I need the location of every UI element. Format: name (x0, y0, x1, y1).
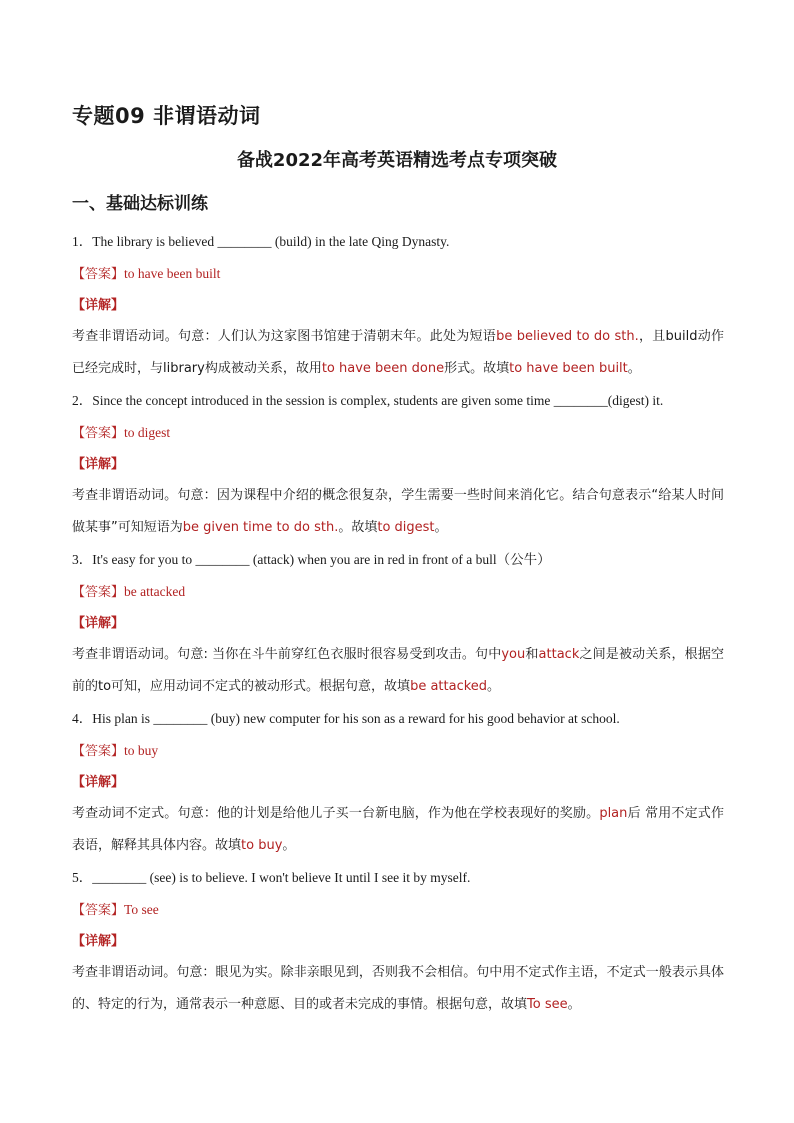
answer-value: to have been built (124, 265, 221, 281)
answer-tag: 【答案】 (72, 902, 125, 918)
answer-line (72, 576, 724, 608)
answer-tag: 【答案】 (72, 584, 125, 600)
detail-tag: 【详解】 (72, 615, 125, 631)
question-stem: 3．It's easy for you to ________ (attack) when you are in red in front of a bull（公牛） (72, 551, 551, 567)
answer-value: To see (124, 901, 159, 917)
question-4 (72, 703, 724, 862)
explanation: 考查动词不定式。句意：他的计划是给他儿子买一台新电脑，作为他在学校表现好的奖励。plan后 常用不定式作表语，解释其具体内容。故填to buy。 (72, 806, 724, 854)
explanation: 考查非谓语动词。句意：眼见为实。除非亲眼见到，否则我不会相信。句中用不定式作主语，不定式一般表示具体的、特定的行为，通常表示一种意愿、目的或者未完成的事情。根据句意，故填To see。 (72, 965, 724, 1013)
detail-tag: 【详解】 (72, 297, 125, 313)
question-2 (72, 385, 724, 544)
explanation: 考查非谓语动词。句意：人们认为这家图书馆建于清朝末年。此处为短语be believed to do sth.，且build动作已经完成时，与library构成被动关系，故用to have been done形式。故填to have been built。 (72, 329, 724, 377)
document-subtitle: 备战2022年高考英语精选考点专项突破 (236, 150, 558, 171)
answer-line (72, 894, 724, 926)
detail-tag: 【详解】 (72, 456, 125, 472)
question-list (72, 226, 724, 1021)
answer-value: be attacked (124, 583, 186, 599)
answer-value: to digest (124, 424, 171, 440)
question-stem: 1．The library is believed ________ (build) in the late Qing Dynasty. (72, 234, 450, 249)
question-stem: 4．His plan is ________ (buy) new computer for his son as a reward for his good behavior at school. (72, 710, 620, 726)
question-stem: 5．________ (see) is to believe. I won't believe It until I see it by myself. (72, 869, 471, 885)
answer-tag: 【答案】 (72, 266, 125, 282)
answer-tag: 【答案】 (72, 425, 125, 441)
question-1 (72, 226, 724, 385)
answer-line (72, 417, 724, 449)
detail-tag: 【详解】 (72, 933, 125, 949)
answer-value: to buy (124, 742, 159, 758)
detail-line (72, 767, 724, 799)
detail-line (72, 449, 724, 481)
section-heading: 一、基础达标训练 (72, 194, 208, 214)
detail-line (72, 926, 724, 958)
question-stem: 2．Since the concept introduced in the session is complex, students are given some time ________(digest) it. (72, 392, 664, 408)
question-3 (72, 544, 724, 703)
answer-line (72, 735, 724, 767)
detail-line (72, 290, 724, 322)
question-5 (72, 862, 724, 1021)
topic-title: 专题09 非谓语动词 (72, 104, 261, 128)
answer-line (72, 258, 724, 290)
explanation: 考查非谓语动词。句意：因为课程中介绍的概念很复杂，学生需要一些时间来消化它。结合句意表示“给某人时间做某事”可知短语为be given time to do sth.。故填to digest。 (72, 488, 724, 536)
answer-tag: 【答案】 (72, 743, 125, 759)
explanation: 考查非谓语动词。句意: 当你在斗牛前穿红色衣服时很容易受到攻击。句中you和attack之间是被动关系，根据空前的to可知，应用动词不定式的被动形式。根据句意，故填be attacked。 (72, 647, 724, 695)
detail-tag: 【详解】 (72, 774, 125, 790)
detail-line (72, 608, 724, 640)
